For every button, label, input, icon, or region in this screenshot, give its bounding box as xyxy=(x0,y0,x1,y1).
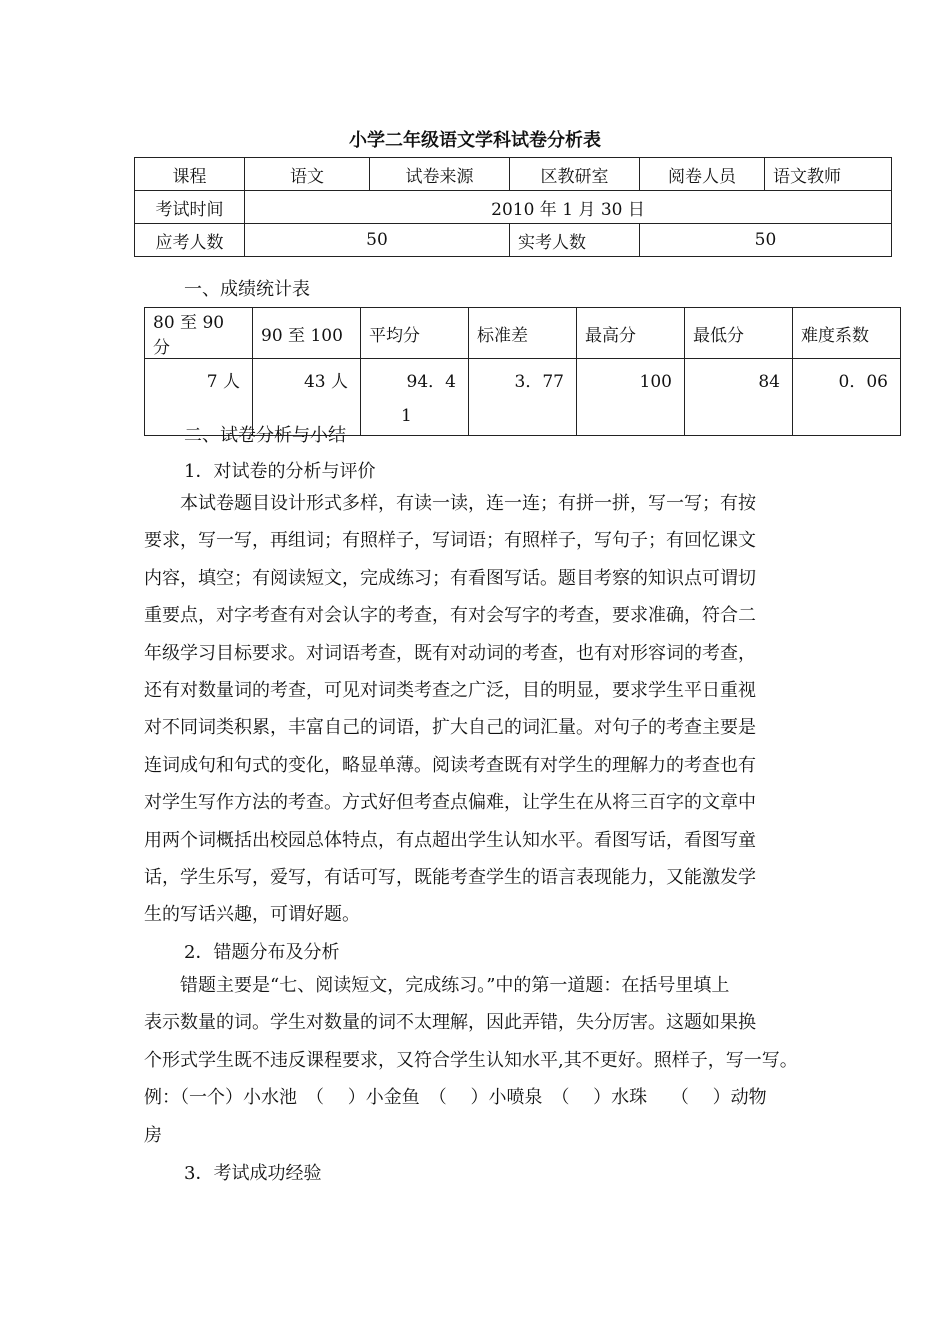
subsection1-heading: 1．对试卷的分析与评价 xyxy=(184,461,376,482)
page-title: 小学二年级语文学科试卷分析表 xyxy=(349,130,601,151)
paragraph-line: 内容，填空；有阅读短文，完成练习；有看图写话。题目考察的知识点可谓切 xyxy=(144,567,756,589)
paragraph-line: 话，学生乐写，爱写，有话可写，既能考查学生的语言表现能力，又能激发学 xyxy=(144,866,756,888)
analysis-paragraph xyxy=(144,485,804,934)
paragraph-line: 重要点，对字考查有对会认字的考查，有对会写字的考查，要求准确，符合二 xyxy=(144,605,756,627)
stats-value: 7 人 xyxy=(145,359,253,436)
paragraph-line: 对学生写作方法的考查。方式好但考查点偏难，让学生在从将三百字的文章中 xyxy=(144,792,756,814)
exam-info-table xyxy=(134,157,892,257)
paragraph-line: 要求，写一写，再组词；有照样子，写词语；有照样子，写句子；有回忆课文 xyxy=(144,530,756,552)
score-stats-table xyxy=(144,307,901,436)
paragraph-line: 用两个词概括出校园总体特点，有点超出学生认知水平。看图写话，看图写童 xyxy=(144,829,756,851)
source-value: 区教研室 xyxy=(510,158,640,191)
course-label: 课程 xyxy=(135,158,245,191)
stats-header: 标准差 xyxy=(469,308,577,359)
paragraph-line: 生的写话兴趣，可谓好题。 xyxy=(144,904,360,926)
grader-label: 阅卷人员 xyxy=(640,158,765,191)
paragraph-line: 连词成句和句式的变化，略显单薄。阅读考查既有对学生的理解力的考查也有 xyxy=(144,754,756,776)
paragraph-line: 个形式学生既不违反课程要求，又符合学生认知水平,其不更好。照样子，写一写。 xyxy=(144,1049,798,1071)
grader-value: 语文教师 xyxy=(765,158,892,191)
section2-heading: 二、试卷分析与小结 xyxy=(184,425,346,446)
error-analysis-paragraph xyxy=(144,967,804,1154)
paragraph-line: 房 xyxy=(144,1124,162,1146)
stats-header: 最高分 xyxy=(577,308,685,359)
paragraph-line: 例：（一个）小水池 （ ）小金鱼 （ ）小喷泉 （ ）水珠 （ ）动物 xyxy=(144,1087,767,1109)
stats-header: 80 至 90 分 xyxy=(145,308,253,359)
paragraph-line: 表示数量的词。学生对数量的词不太理解，因此弄错，失分厉害。这题如果换 xyxy=(144,1012,756,1034)
actual-count-label: 实考人数 xyxy=(510,224,640,257)
average-line1: 94．4 xyxy=(406,372,456,392)
stats-value: 43 人 xyxy=(253,359,361,436)
exam-time-label: 考试时间 xyxy=(135,191,245,224)
stats-value: 100 xyxy=(577,359,685,436)
source-label: 试卷来源 xyxy=(370,158,510,191)
stats-header: 难度系数 xyxy=(793,308,901,359)
expected-count-label: 应考人数 xyxy=(135,224,245,257)
stats-header: 90 至 100 xyxy=(253,308,361,359)
stats-value-average xyxy=(361,359,469,436)
stats-value: 3．77 xyxy=(469,359,577,436)
paragraph-line: 错题主要是“七、阅读短文，完成练习。”中的第一道题：在括号里填上 xyxy=(144,975,730,996)
stats-value: 84 xyxy=(685,359,793,436)
paragraph-line: 还有对数量词的考查，可见对词类考查之广泛，目的明显，要求学生平日重视 xyxy=(144,679,756,701)
stats-value: 0．06 xyxy=(793,359,901,436)
expected-count-value: 50 xyxy=(245,224,510,257)
stats-header: 最低分 xyxy=(685,308,793,359)
average-line2: 1 xyxy=(401,406,412,426)
paragraph-line: 本试卷题目设计形式多样，有读一读，连一连；有拼一拼，写一写；有按 xyxy=(144,493,756,514)
paragraph-line: 年级学习目标要求。对词语考查，既有对动词的考查，也有对形容词的考查， xyxy=(144,642,756,664)
actual-count-value: 50 xyxy=(640,224,892,257)
subsection2-heading: 2．错题分布及分析 xyxy=(184,942,340,963)
section1-heading: 一、成绩统计表 xyxy=(184,279,310,300)
paragraph-line: 对不同词类积累，丰富自己的词语，扩大自己的词汇量。对句子的考查主要是 xyxy=(144,717,756,739)
exam-time-value: 2010 年 1 月 30 日 xyxy=(245,191,892,224)
stats-header: 平均分 xyxy=(361,308,469,359)
subsection3-heading: 3．考试成功经验 xyxy=(184,1163,322,1184)
course-value: 语文 xyxy=(245,158,370,191)
